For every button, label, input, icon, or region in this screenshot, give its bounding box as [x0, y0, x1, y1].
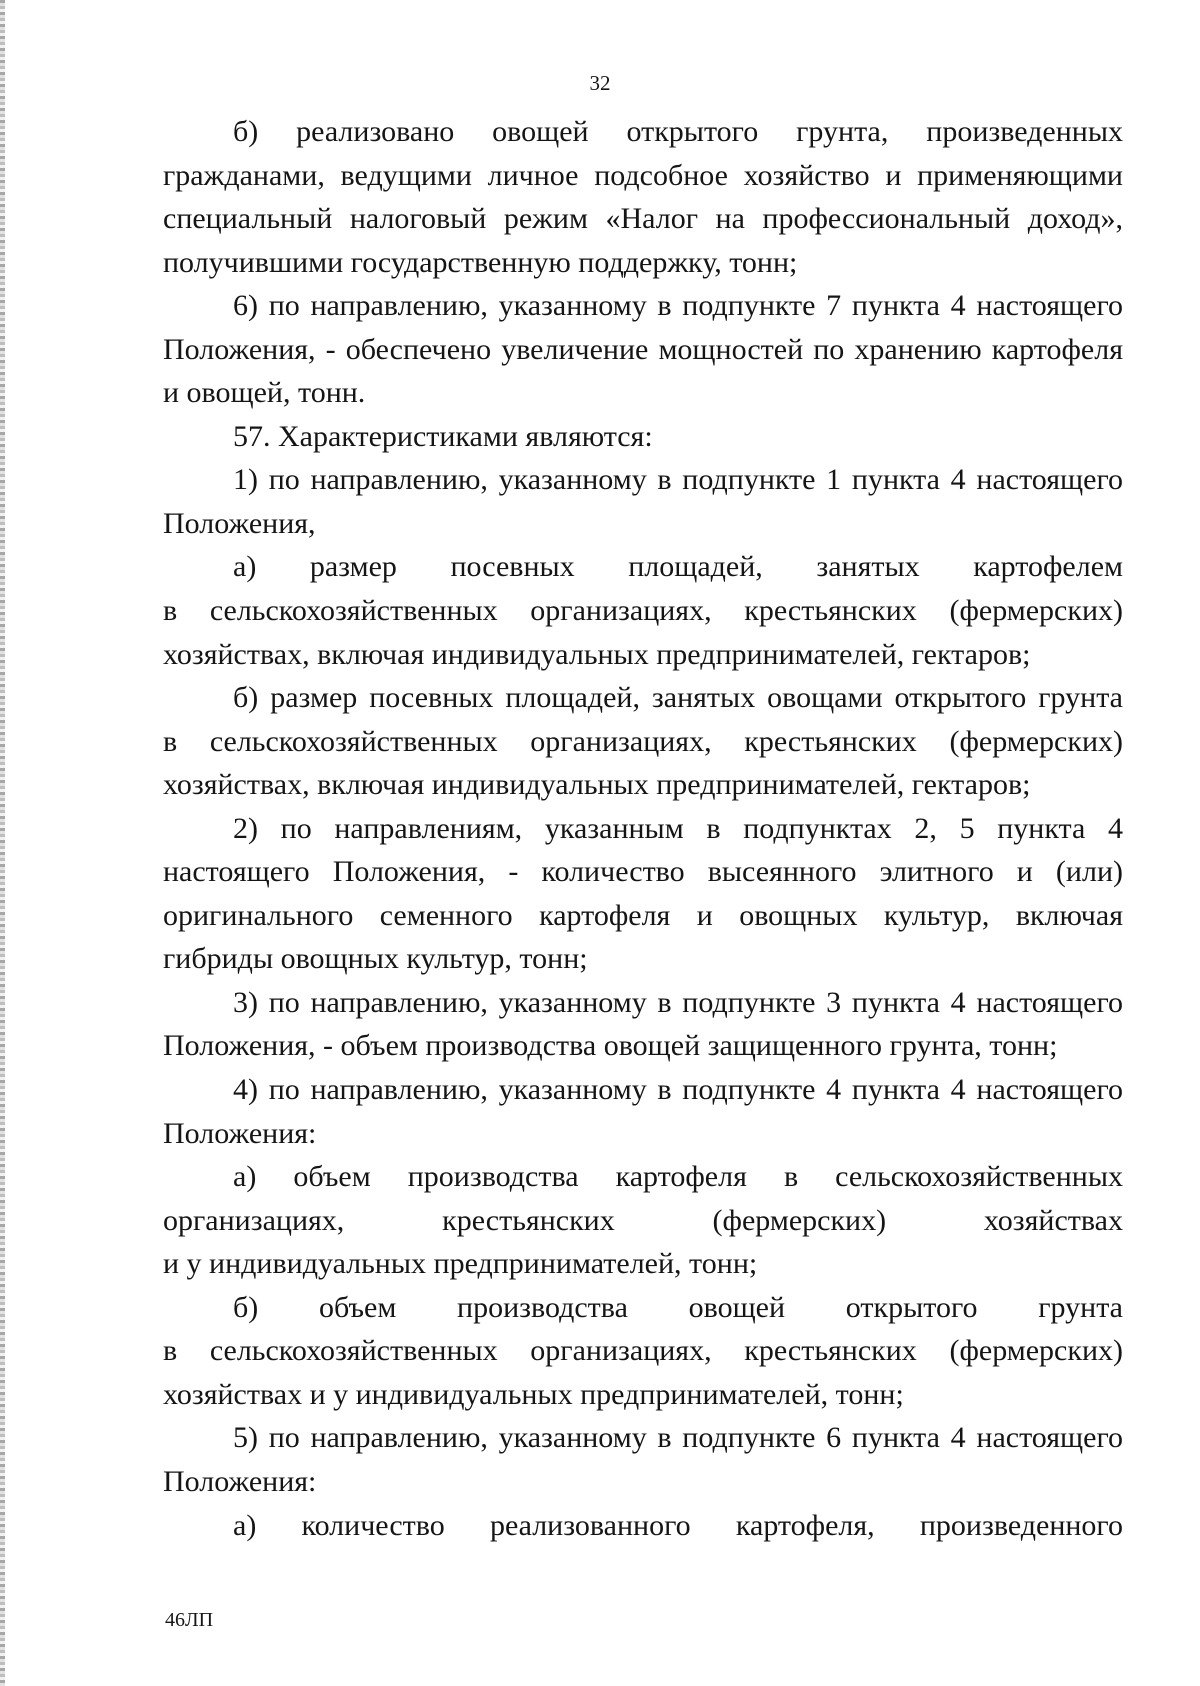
text-line: хозяйствах, включая индивидуальных предпринимателей, гектаров;	[163, 768, 1031, 802]
text-line: 2) по направлениям, указанным в подпунктах 2, 5 пункта 4	[233, 811, 1123, 845]
text-line: Положения,	[163, 506, 316, 540]
text-line: 3) по направлению, указанному в подпункте 3 пункта 4 настоящего	[233, 985, 1123, 1019]
text-line: Положения:	[163, 1116, 317, 1150]
text-line: организациях, крестьянских (фермерских) хозяйствах	[163, 1203, 1123, 1237]
text-line: и овощей, тонн.	[163, 376, 366, 410]
text-line: в сельскохозяйственных организациях, крестьянских (фермерских)	[163, 724, 1123, 758]
text-line: и у индивидуальных предпринимателей, тонн;	[163, 1247, 758, 1281]
text-line: 1) по направлению, указанному в подпункте 1 пункта 4 настоящего	[233, 463, 1123, 497]
text-line: а) объем производства картофеля в сельскохозяйственных	[233, 1160, 1123, 1194]
text-line: Положения, - объем производства овощей защищенного грунта, тонн;	[163, 1029, 1058, 1063]
text-line: б) объем производства овощей открытого грунта	[233, 1290, 1123, 1324]
text-line: 4) по направлению, указанному в подпункте 4 пункта 4 настоящего	[233, 1073, 1123, 1107]
text-line: гибриды овощных культур, тонн;	[163, 942, 588, 976]
text-line: а) размер посевных площадей, занятых картофелем	[233, 550, 1123, 584]
text-line: 57. Характеристиками являются:	[233, 419, 653, 453]
text-line: в сельскохозяйственных организациях, крестьянских (фермерских)	[163, 594, 1123, 628]
footer-code: 46ЛП	[165, 1609, 214, 1631]
document-body	[163, 110, 1123, 1547]
text-line: хозяйствах, включая индивидуальных предпринимателей, гектаров;	[163, 637, 1031, 671]
text-line: Положения, - обеспечено увеличение мощностей по хранению картофеля	[163, 332, 1123, 366]
text-line: 5) по направлению, указанному в подпункте 6 пункта 4 настоящего	[233, 1421, 1123, 1455]
text-line: хозяйствах и у индивидуальных предпринимателей, тонн;	[163, 1377, 904, 1411]
text-line: получившими государственную поддержку, тонн;	[163, 245, 798, 279]
text-line: оригинального семенного картофеля и овощных культур, включая	[163, 898, 1123, 932]
scan-edge	[0, 0, 5, 1686]
text-line: в сельскохозяйственных организациях, крестьянских (фермерских)	[163, 1334, 1123, 1368]
text-line: настоящего Положения, - количество высеянного элитного и (или)	[163, 855, 1123, 889]
text-line: Положения:	[163, 1464, 317, 1498]
text-line: б) реализовано овощей открытого грунта, произведенных	[233, 115, 1123, 148]
text-line: 6) по направлению, указанному в подпункте 7 пункта 4 настоящего	[233, 289, 1123, 323]
page-number: 32	[589, 71, 611, 95]
text-line: б) размер посевных площадей, занятых овощами открытого грунта	[233, 681, 1123, 715]
text-line: а) количество реализованного картофеля, произведенного	[233, 1508, 1123, 1542]
text-line: специальный налоговый режим «Налог на профессиональный доход»,	[163, 202, 1123, 236]
text-line: гражданами, ведущими личное подсобное хозяйство и применяющими	[163, 158, 1123, 192]
